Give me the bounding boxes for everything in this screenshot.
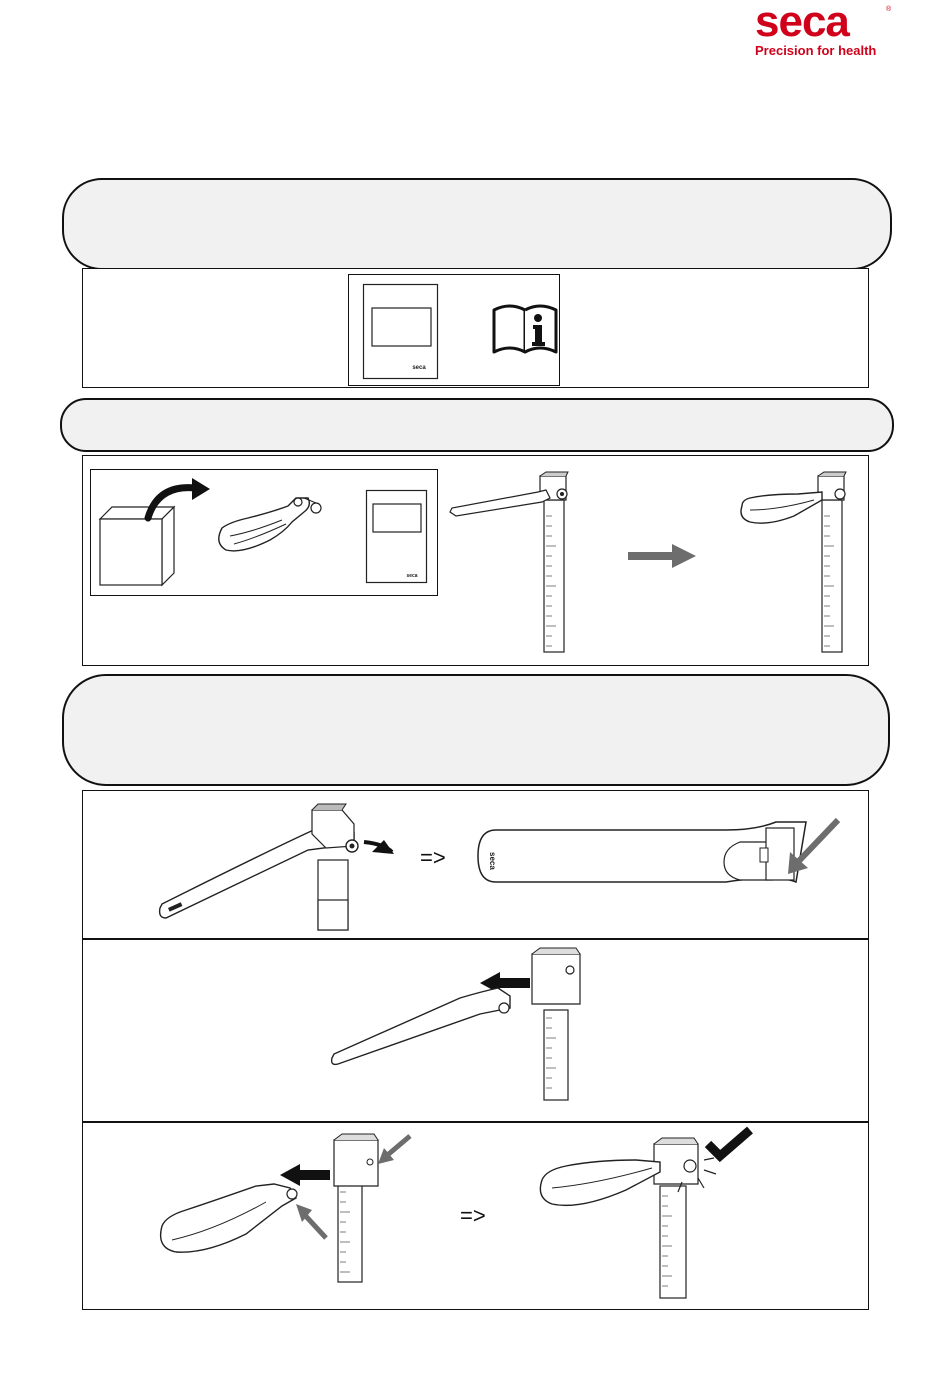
headpiece-attached-icon [536, 1126, 772, 1300]
rod-with-arm-icon [448, 470, 578, 654]
arm-remove-icon [330, 948, 590, 1102]
section-1-header [62, 178, 892, 270]
arm-top-view-icon [476, 812, 856, 922]
unpack-arrow-icon [144, 476, 214, 520]
manual-small-label: seca [406, 573, 418, 579]
info-book-icon [492, 296, 562, 356]
section-2-header [60, 398, 894, 452]
manual-cover-label: seca [412, 365, 426, 371]
registered-mark: ® [886, 6, 892, 13]
svg-text:seca: seca [488, 852, 497, 870]
headpiece-attach-icon [156, 1130, 424, 1284]
manual-booklet-icon [363, 284, 439, 380]
step-divider-1 [82, 938, 869, 940]
rod-with-headpiece-icon [738, 470, 848, 654]
brand-tagline: Precision for health [755, 43, 877, 58]
step-divider-2 [82, 1121, 869, 1123]
step-3-operator: => [460, 1203, 486, 1228]
headpiece-part-icon [212, 488, 327, 558]
manual-small-icon [366, 490, 428, 584]
replace-arrow-icon [628, 544, 698, 568]
brand-name: seca [755, 0, 849, 46]
section-3-header [62, 674, 890, 786]
step-1-operator: => [420, 845, 446, 870]
arm-rotate-icon [158, 800, 398, 932]
brand-logo [752, 0, 892, 60]
